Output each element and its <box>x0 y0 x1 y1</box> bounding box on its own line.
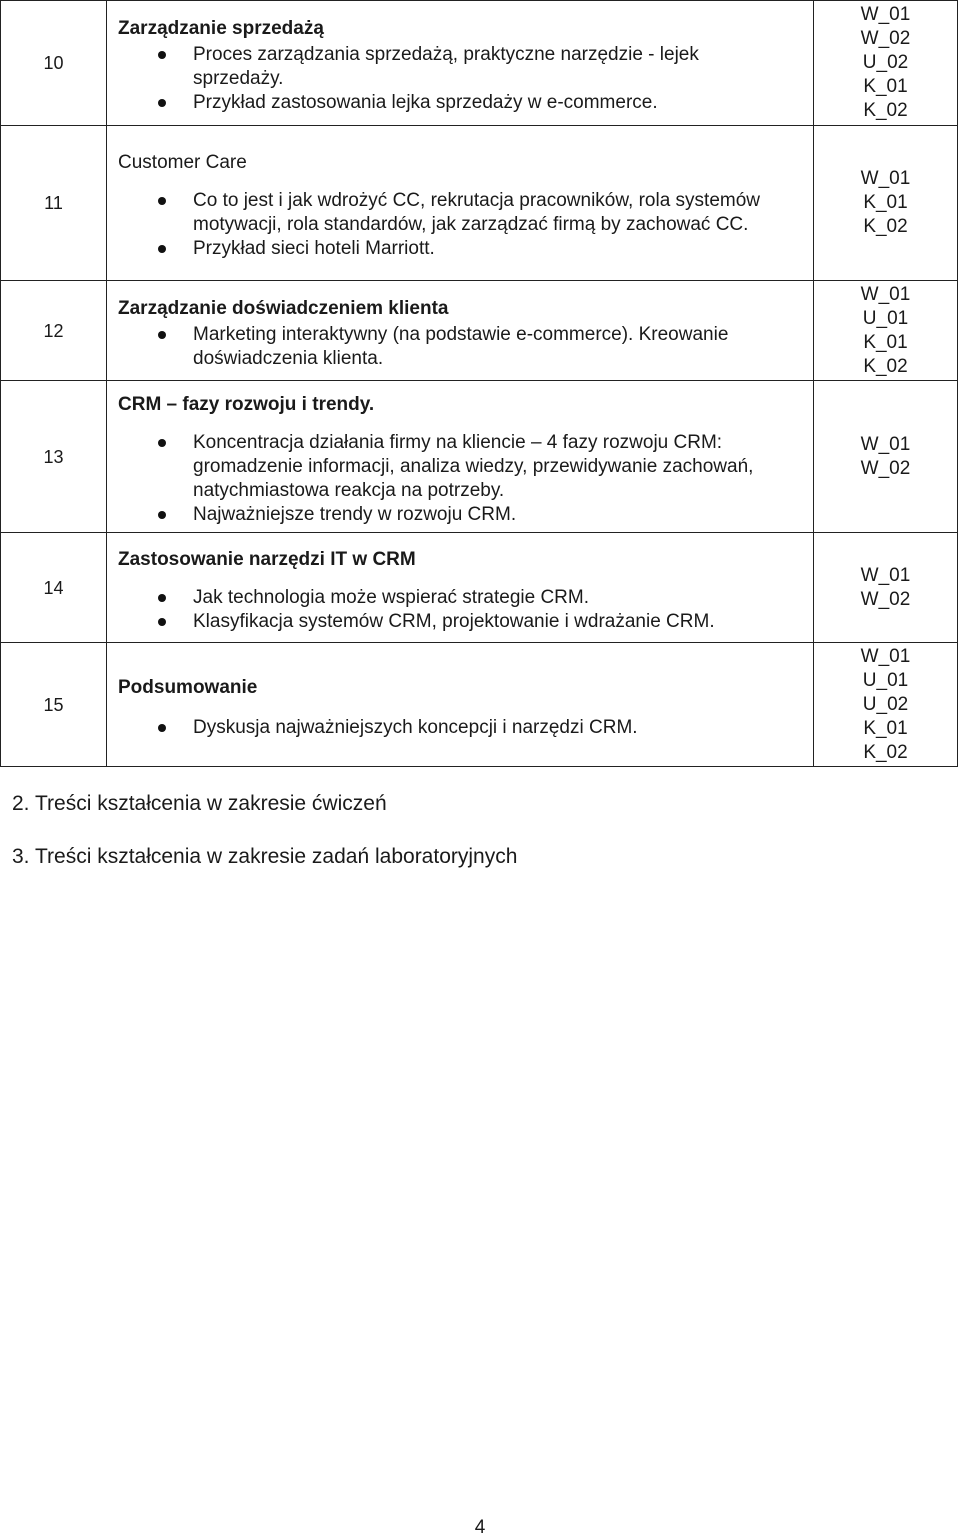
topic-title: Zarządzanie sprzedażą <box>118 18 324 39</box>
outcome-code: K_01 <box>863 76 908 97</box>
list-item: Klasyfikacja systemów CRM, projektowanie i wdrażanie CRM. <box>118 610 813 634</box>
outcome-code: W_01 <box>860 4 911 25</box>
outcome-code: K_02 <box>863 216 908 237</box>
table-row <box>1 381 958 533</box>
topic-items <box>118 716 813 740</box>
outcome-codes <box>814 1 958 126</box>
topic-title: Customer Care <box>118 152 247 173</box>
topic-items <box>118 43 813 115</box>
list-item: Przykład zastosowania lejka sprzedaży w e-commerce. <box>118 91 813 115</box>
table-row <box>1 281 958 381</box>
outcome-code: W_01 <box>860 168 911 189</box>
topic-items <box>118 323 813 371</box>
list-item: Co to jest i jak wdrożyć CC, rekrutacja pracowników, rola systemów motywacji, rola standardów, jak zarządzać firmą by zachować CC. <box>118 189 813 237</box>
topic-title: CRM – fazy rozwoju i trendy. <box>118 393 375 415</box>
outcome-codes <box>814 381 958 533</box>
topic-cell <box>107 643 814 767</box>
outcome-code: U_02 <box>862 693 909 715</box>
topic-cell <box>107 381 814 533</box>
outcome-code: W_01 <box>860 564 911 586</box>
outcome-code: K_02 <box>863 355 908 377</box>
row-number: 15 <box>1 643 107 767</box>
topic-title: Zastosowanie narzędzi IT w CRM <box>118 548 416 570</box>
outcome-code: W_02 <box>860 457 911 479</box>
list-item: Dyskusja najważniejszych koncepcji i narzędzi CRM. <box>118 716 813 740</box>
outcome-code: K_02 <box>863 741 908 763</box>
outcome-code: K_01 <box>863 331 908 353</box>
outcome-code: W_01 <box>860 283 911 305</box>
topic-title: Zarządzanie doświadczeniem klienta <box>118 297 449 319</box>
course-content-table <box>0 0 958 767</box>
topic-cell <box>107 1 814 126</box>
row-number: 13 <box>1 381 107 533</box>
outcome-code: U_02 <box>862 52 909 73</box>
topic-items <box>118 189 813 261</box>
topic-title: Podsumowanie <box>118 676 258 698</box>
outcome-code: W_02 <box>860 28 911 49</box>
outcome-code: W_01 <box>860 645 911 667</box>
list-item: Najważniejsze trendy w rozwoju CRM. <box>118 503 813 527</box>
outcome-code: K_01 <box>863 717 908 739</box>
section-heading-exercises: 2. Treści kształcenia w zakresie ćwiczeń <box>12 792 387 815</box>
outcome-code: K_02 <box>863 100 908 121</box>
outcome-code: W_02 <box>860 588 911 610</box>
table-row <box>1 1 958 126</box>
outcome-code: W_01 <box>860 433 911 455</box>
topic-items <box>118 431 813 527</box>
outcome-codes <box>814 281 958 381</box>
outcome-code: U_01 <box>862 307 909 329</box>
list-item: Przykład sieci hoteli Marriott. <box>118 237 813 261</box>
table-row <box>1 643 958 767</box>
list-item: Proces zarządzania sprzedażą, praktyczne narzędzie - lejek sprzedaży. <box>118 43 813 91</box>
row-number: 10 <box>1 1 107 126</box>
outcome-codes <box>814 126 958 281</box>
section-heading-labs: 3. Treści kształcenia w zakresie zadań laboratoryjnych <box>12 845 518 868</box>
row-number: 12 <box>1 281 107 381</box>
outcome-codes <box>814 533 958 643</box>
table-row <box>1 533 958 643</box>
row-number: 11 <box>1 126 107 281</box>
outcome-code: K_01 <box>863 192 908 213</box>
list-item: Koncentracja działania firmy na kliencie – 4 fazy rozwoju CRM: gromadzenie informacji, analiza wiedzy, przewidywanie zachowań, natychmiastowa reakcja na potrzeby. <box>118 431 813 503</box>
row-number: 14 <box>1 533 107 643</box>
topic-cell <box>107 533 814 643</box>
topic-items <box>118 586 813 634</box>
outcome-code: U_01 <box>862 669 909 691</box>
list-item: Jak technologia może wspierać strategie CRM. <box>118 586 813 610</box>
table-row <box>1 126 958 281</box>
topic-cell <box>107 126 814 281</box>
list-item: Marketing interaktywny (na podstawie e-commerce). Kreowanie doświadczenia klienta. <box>118 323 813 371</box>
page-number: 4 <box>474 1517 486 1538</box>
topic-cell <box>107 281 814 381</box>
outcome-codes <box>814 643 958 767</box>
